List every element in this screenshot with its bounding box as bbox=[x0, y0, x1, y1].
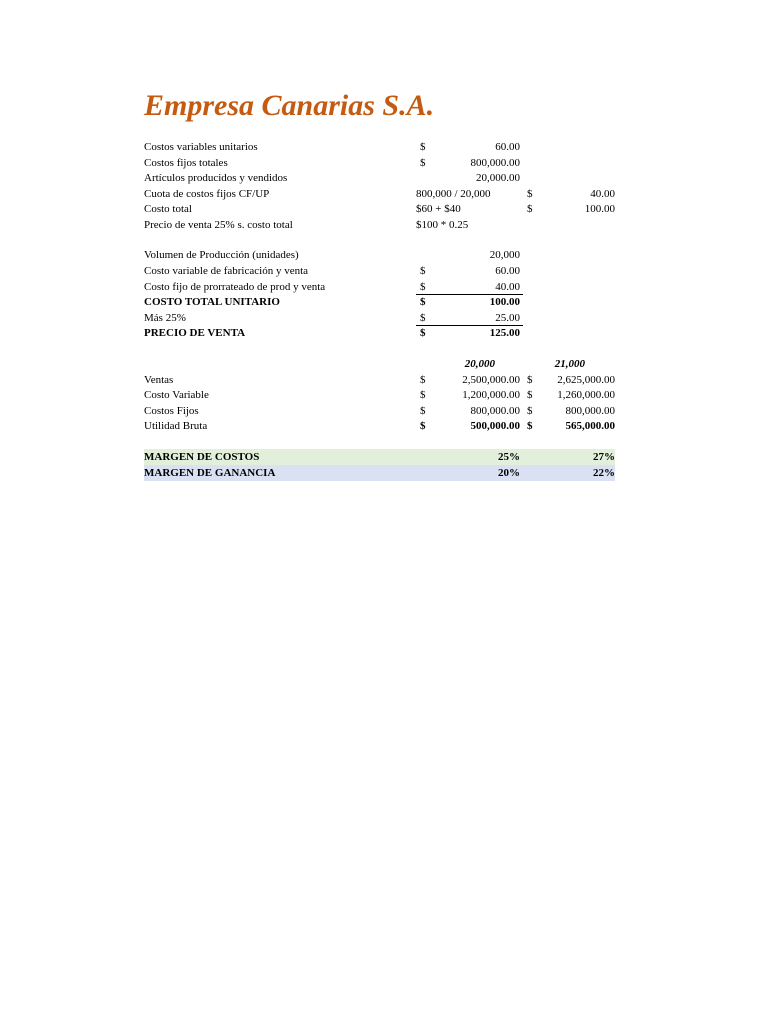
row-label: Volumen de Producción (unidades) bbox=[144, 249, 299, 261]
row-label: Ventas bbox=[144, 374, 174, 386]
row-value: 125.00 bbox=[489, 327, 520, 339]
currency-symbol: $ bbox=[420, 141, 426, 153]
row-label: Cuota de costos fijos CF/UP bbox=[144, 188, 270, 200]
row-value: 60.00 bbox=[495, 141, 520, 153]
row-value: 2,625,000.00 bbox=[557, 374, 615, 386]
row-costos-fijos-totales bbox=[144, 155, 615, 171]
document-title: Empresa Canarias S.A. bbox=[144, 89, 435, 122]
row-value: 500,000.00 bbox=[470, 420, 520, 432]
row-value: 1,260,000.00 bbox=[557, 389, 615, 401]
row-label: Costos variables unitarios bbox=[144, 141, 258, 153]
row-label: Costo Variable bbox=[144, 389, 209, 401]
row-value: 25.00 bbox=[495, 312, 520, 324]
row-costo-fijo-prorrateado bbox=[144, 279, 615, 295]
row-precio-venta-formula bbox=[144, 217, 615, 233]
row-precio-de-venta bbox=[144, 325, 615, 341]
currency-symbol: $ bbox=[420, 374, 426, 386]
row-value: 800,000.00 bbox=[565, 405, 615, 417]
row-label: Costo total bbox=[144, 203, 192, 215]
row-label: Precio de venta 25% s. costo total bbox=[144, 219, 293, 231]
row-label: Costos fijos totales bbox=[144, 157, 228, 169]
currency-symbol: $ bbox=[420, 420, 426, 432]
currency-symbol: $ bbox=[527, 389, 533, 401]
row-label: Artículos producidos y vendidos bbox=[144, 172, 288, 184]
currency-symbol: $ bbox=[420, 327, 426, 339]
row-mas-25 bbox=[144, 310, 615, 326]
currency-symbol: $ bbox=[420, 296, 426, 308]
column-header-21000: 21,000 bbox=[554, 358, 585, 370]
row-label: Costos Fijos bbox=[144, 405, 199, 417]
row-value: 20,000.00 bbox=[476, 172, 520, 184]
row-margen-de-costos bbox=[144, 449, 615, 465]
currency-symbol: $ bbox=[420, 312, 426, 324]
currency-symbol: $ bbox=[527, 188, 533, 200]
currency-symbol: $ bbox=[420, 405, 426, 417]
currency-symbol: $ bbox=[420, 265, 426, 277]
row-label: PRECIO DE VENTA bbox=[144, 327, 246, 339]
row-costo-total-unitario bbox=[144, 294, 615, 310]
row-ventas bbox=[144, 372, 615, 388]
currency-symbol: $ bbox=[527, 374, 533, 386]
row-value: 2,500,000.00 bbox=[462, 374, 520, 386]
row-value: 20% bbox=[498, 467, 520, 479]
currency-symbol: $ bbox=[420, 281, 426, 293]
row-formula: $100 * 0.25 bbox=[416, 219, 469, 231]
row-costo-total bbox=[144, 201, 615, 217]
row-value: 27% bbox=[593, 451, 615, 463]
row-articulos-producidos bbox=[144, 170, 615, 186]
row-label: Utilidad Bruta bbox=[144, 420, 208, 432]
currency-symbol: $ bbox=[420, 389, 426, 401]
row-label: Más 25% bbox=[144, 312, 186, 324]
row-utilidad-bruta bbox=[144, 418, 615, 434]
currency-symbol: $ bbox=[527, 405, 533, 417]
row-formula: $60 + $40 bbox=[416, 203, 461, 215]
row-label: Costo variable de fabricación y venta bbox=[144, 265, 309, 277]
row-value: 800,000.00 bbox=[470, 157, 520, 169]
row-value: 60.00 bbox=[495, 265, 520, 277]
column-header-20000: 20,000 bbox=[464, 358, 495, 370]
row-value: 40.00 bbox=[495, 281, 520, 293]
currency-symbol: $ bbox=[527, 203, 533, 215]
row-value: 20,000 bbox=[489, 249, 520, 261]
row-label: MARGEN DE COSTOS bbox=[144, 451, 260, 463]
row-value: 25% bbox=[498, 451, 520, 463]
row-value: 565,000.00 bbox=[565, 420, 615, 432]
row-volumen-produccion bbox=[144, 247, 615, 263]
row-costos-fijos bbox=[144, 403, 615, 419]
row-column-headers bbox=[144, 356, 615, 372]
row-value: 40.00 bbox=[590, 188, 615, 200]
row-value: 1,200,000.00 bbox=[462, 389, 520, 401]
row-value: 100.00 bbox=[584, 203, 615, 215]
row-value: 22% bbox=[593, 467, 615, 479]
row-label: MARGEN DE GANANCIA bbox=[144, 467, 276, 479]
row-costo-variable-fabricacion bbox=[144, 263, 615, 279]
row-label: COSTO TOTAL UNITARIO bbox=[144, 296, 280, 308]
row-formula: 800,000 / 20,000 bbox=[416, 188, 491, 200]
row-label: Costo fijo de prorrateado de prod y venta bbox=[144, 281, 326, 293]
row-costos-variables-unitarios bbox=[144, 139, 615, 155]
currency-symbol: $ bbox=[527, 420, 533, 432]
row-margen-de-ganancia bbox=[144, 465, 615, 481]
row-costo-variable bbox=[144, 387, 615, 403]
row-value: 100.00 bbox=[489, 296, 520, 308]
row-value: 800,000.00 bbox=[470, 405, 520, 417]
currency-symbol: $ bbox=[420, 157, 426, 169]
row-cuota-costos-fijos bbox=[144, 186, 615, 202]
